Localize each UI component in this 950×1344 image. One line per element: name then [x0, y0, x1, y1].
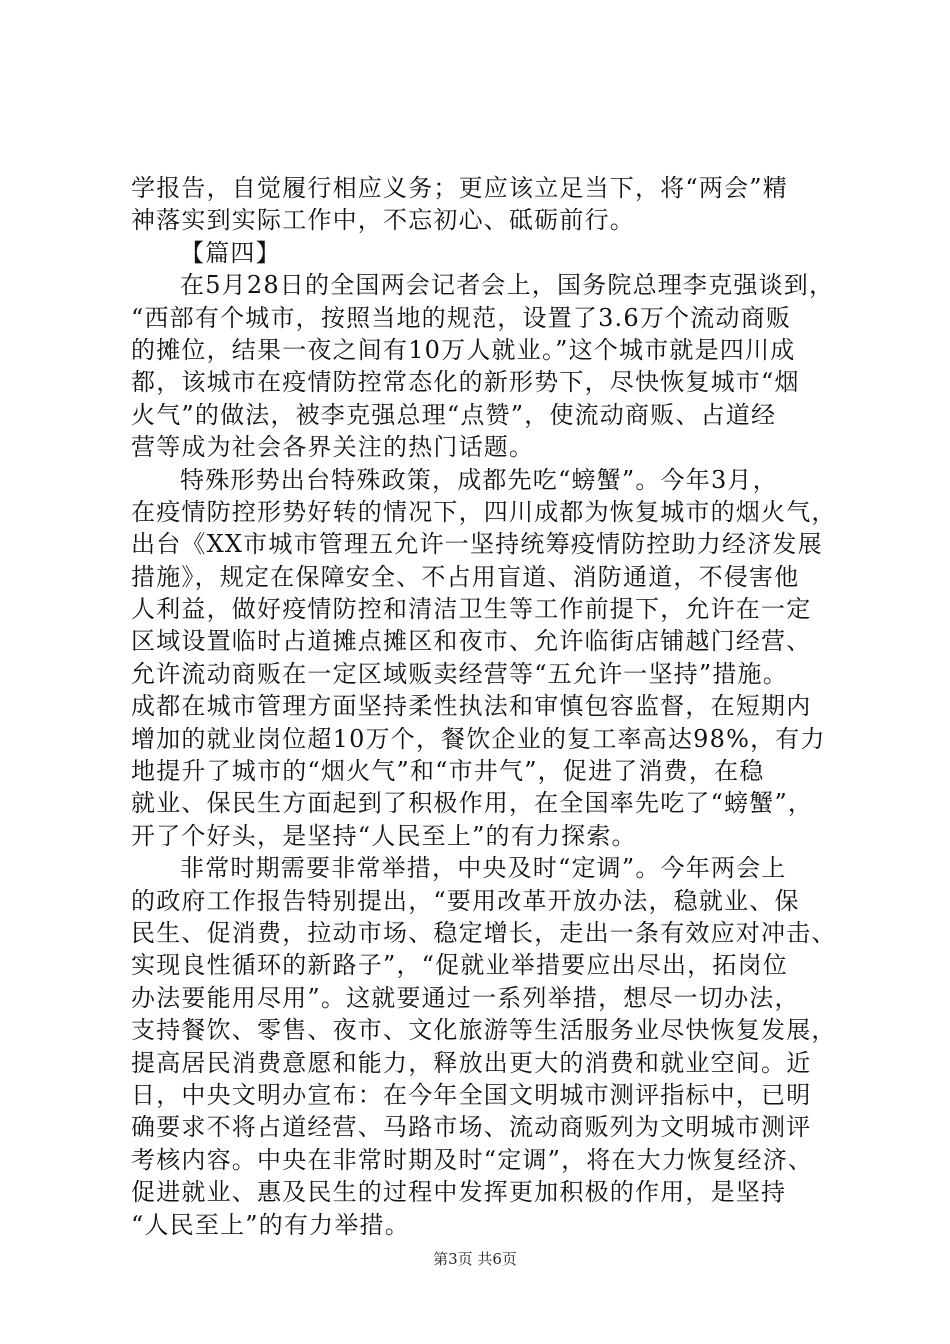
text-line: 日，中央文明办宣布：在今年全国文明城市测评指标中，已明 — [131, 1080, 812, 1109]
text-line: 允许流动商贩在一定区域贩卖经营等“五允许一坚持”措施。 — [131, 659, 788, 688]
text-line: “西部有个城市，按照当地的规范，设置了3.6万个流动商贩 — [131, 303, 792, 332]
text-line: 学报告，自觉履行相应义务；更应该立足当下，将“两会”精 — [131, 174, 788, 202]
text-line: 非常时期需要非常举措，中央及时“定调”。今年两会上 — [180, 854, 787, 883]
text-line: 确要求不将占道经营、马路市场、流动商贩列为文明城市测评 — [131, 1113, 812, 1142]
text-line: 成都在城市管理方面坚持柔性执法和审慎包容监督，在短期内 — [131, 692, 812, 721]
text-line: 特殊形势出台特殊政策，成都先吃“螃蟹”。今年3月， — [180, 465, 778, 494]
text-line: 就业、保民生方面起到了积极作用，在全国率先吃了“螃蟹”， — [131, 789, 814, 818]
text-line: 都，该城市在疫情防控常态化的新形势下，尽快恢复城市“烟 — [131, 368, 800, 397]
text-line: 民生、促消费，拉动市场、稳定增长，走出一条有效应对冲击、 — [131, 918, 837, 947]
text-line: 开了个好头，是坚持“人民至上”的有力探索。 — [131, 821, 637, 850]
text-line: 【篇四】 — [180, 238, 281, 267]
text-line: 的摊位，结果一夜之间有10万人就业。”这个城市就是四川成 — [131, 335, 796, 364]
text-line: 在疫情防控形势好转的情况下，四川成都为恢复城市的烟火气， — [131, 497, 837, 526]
text-line: 出台《XX市城市管理五允许一坚持统筹疫情防控助力经济发展 — [131, 530, 823, 559]
body-text — [131, 172, 837, 1241]
text-line: 促进就业、惠及民生的过程中发挥更加积极的作用，是坚持 — [131, 1178, 787, 1207]
text-line: 神落实到实际工作中，不忘初心、砥砺前行。 — [131, 206, 635, 235]
text-line: 地提升了城市的“烟火气”和“市井气”，促进了消费，在稳 — [131, 757, 765, 786]
text-line: 营等成为社会各界关注的热门话题。 — [131, 433, 535, 462]
text-line: “人民至上”的有力举措。 — [131, 1210, 410, 1239]
text-line: 在5月28日的全国两会记者会上，国务院总理李克强谈到， — [180, 271, 835, 300]
text-line: 增加的就业岗位超10万个，餐饮企业的复工率高达98%，有力 — [131, 724, 826, 753]
text-line: 区域设置临时占道摊点摊区和夜市、允许临街店铺越门经营、 — [131, 627, 812, 656]
text-line: 支持餐饮、零售、夜市、文化旅游等生活服务业尽快恢复发展， — [131, 1016, 837, 1045]
text-line: 人利益，做好疫情防控和清洁卫生等工作前提下，允许在一定 — [131, 595, 812, 624]
page-footer: 第3页 共6页 — [433, 1250, 517, 1268]
text-line: 考核内容。中央在非常时期及时“定调”，将在大力恢复经济、 — [131, 1145, 814, 1174]
text-line: 的政府工作报告特别提出，“要用改革开放办法，稳就业、保 — [131, 886, 800, 915]
text-line: 办法要能用尽用”。这就要通过一系列举措，想尽一切办法， — [131, 983, 800, 1012]
text-line: 提高居民消费意愿和能力，释放出更大的消费和就业空间。近 — [131, 1048, 812, 1077]
text-line: 措施》，规定在保障安全、不占用盲道、消防通道，不侵害他 — [131, 562, 800, 591]
text-line: 实现良性循环的新路子”，“促就业举措要应出尽出，拓岗位 — [131, 951, 788, 980]
text-line: 火气”的做法，被李克强总理“点赞”，使流动商贩、占道经 — [131, 400, 777, 429]
